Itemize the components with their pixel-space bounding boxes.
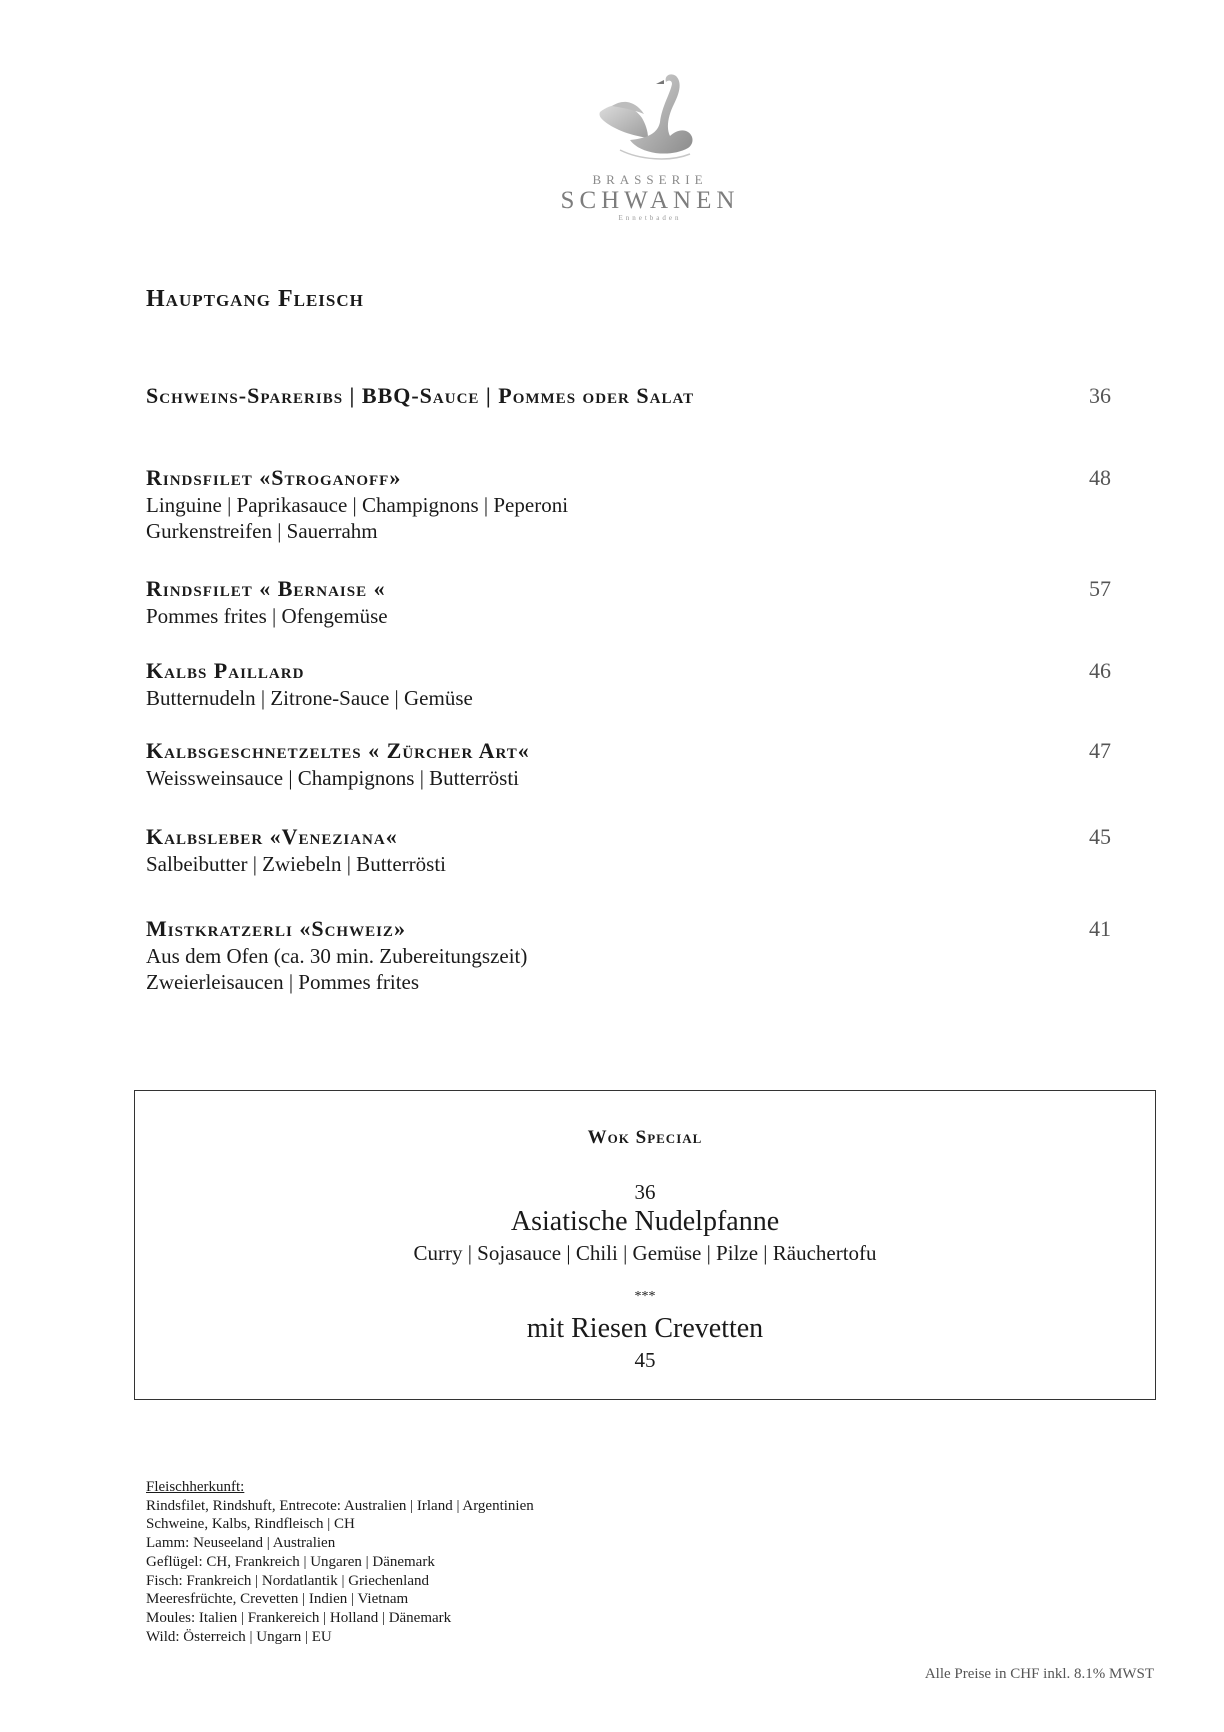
logo-brasserie: BRASSERIE bbox=[592, 172, 708, 187]
dish-description: Pommes frites | Ofengemüse bbox=[146, 604, 388, 628]
dish-name: Kalbsleber «Veneziana« bbox=[146, 824, 398, 849]
wok-price-2: 45 bbox=[634, 1348, 656, 1372]
dish-name: Schweins-Spareribs | BBQ-Sauce | Pommes oder Salat bbox=[146, 383, 695, 408]
origin-line: Fisch: Frankreich | Nordatlantik | Griechenland bbox=[146, 1572, 430, 1589]
menu-item bbox=[146, 823, 1111, 877]
brand-logo bbox=[540, 70, 760, 222]
wok-dish-description: Curry | Sojasauce | Chili | Gemüse | Pilze | Räuchertofu bbox=[413, 1241, 877, 1265]
price-footnote: Alle Preise in CHF inkl. 8.1% MWST bbox=[924, 1666, 1154, 1682]
wok-price-1: 36 bbox=[634, 1180, 656, 1204]
dish-description: Zweierleisaucen | Pommes frites bbox=[146, 970, 420, 994]
origin-line: Wild: Österreich | Ungarn | EU bbox=[146, 1628, 332, 1645]
origin-line: Meeresfrüchte, Crevetten | Indien | Vietnam bbox=[146, 1591, 409, 1608]
dish-price: 47 bbox=[1089, 738, 1111, 763]
origin-line: Rindsfilet, Rindshuft, Entrecote: Australien | Irland | Argentinien bbox=[146, 1497, 534, 1514]
origin-heading: Fleischherkunft: bbox=[146, 1479, 245, 1495]
dish-description: Gurkenstreifen | Sauerrahm bbox=[146, 519, 378, 543]
wok-dish-name-2: mit Riesen Crevetten bbox=[526, 1313, 764, 1344]
dish-name: Rindsfilet «Stroganoff» bbox=[146, 465, 402, 490]
dish-name: Kalbs Paillard bbox=[146, 658, 305, 683]
menu-item bbox=[146, 464, 1111, 544]
dish-description: Aus dem Ofen (ca. 30 min. Zubereitungszeit) bbox=[146, 944, 528, 968]
dish-price: 45 bbox=[1089, 824, 1111, 849]
dish-price: 41 bbox=[1089, 916, 1111, 941]
dish-description: Butternudeln | Zitrone-Sauce | Gemüse bbox=[146, 686, 473, 710]
meat-origin bbox=[146, 1478, 534, 1646]
wok-title: Wok Special bbox=[587, 1127, 703, 1148]
dish-price: 36 bbox=[1089, 383, 1111, 408]
swan-icon bbox=[590, 70, 710, 170]
origin-line: Moules: Italien | Frankereich | Holland | Dänemark bbox=[146, 1609, 452, 1626]
dish-price: 48 bbox=[1089, 465, 1111, 490]
logo-schwanen: SCHWANEN bbox=[560, 187, 740, 214]
dish-description: Weissweinsauce | Champignons | Butterrösti bbox=[146, 766, 519, 790]
origin-line: Lamm: Neuseeland | Australien bbox=[146, 1535, 336, 1552]
menu-item bbox=[146, 657, 1111, 711]
menu-item bbox=[146, 575, 1111, 629]
logo-town: Ennetbaden bbox=[618, 214, 682, 222]
dish-description: Salbeibutter | Zwiebeln | Butterrösti bbox=[146, 852, 447, 876]
section-title: Hauptgang Fleisch bbox=[146, 286, 364, 312]
dish-price: 57 bbox=[1089, 576, 1111, 601]
dish-name: Rindsfilet « Bernaise « bbox=[146, 576, 386, 601]
origin-line: Geflügel: CH, Frankreich | Ungaren | Dänemark bbox=[146, 1553, 435, 1570]
dish-name: Kalbsgeschnetzeltes « Zürcher Art« bbox=[146, 738, 530, 763]
menu-item bbox=[146, 382, 1111, 410]
dish-name: Mistkratzerli «Schweiz» bbox=[146, 916, 406, 941]
dish-price: 46 bbox=[1089, 658, 1111, 683]
wok-dish-name-1: Asiatische Nudelpfanne bbox=[510, 1206, 780, 1237]
wok-special-box bbox=[134, 1090, 1156, 1400]
origin-line: Schweine, Kalbs, Rindfleisch | CH bbox=[146, 1516, 355, 1533]
dish-description: Linguine | Paprikasauce | Champignons | Peperoni bbox=[146, 493, 569, 517]
menu-item bbox=[146, 915, 1111, 995]
wok-separator: *** bbox=[634, 1289, 656, 1304]
menu-item bbox=[146, 737, 1111, 791]
